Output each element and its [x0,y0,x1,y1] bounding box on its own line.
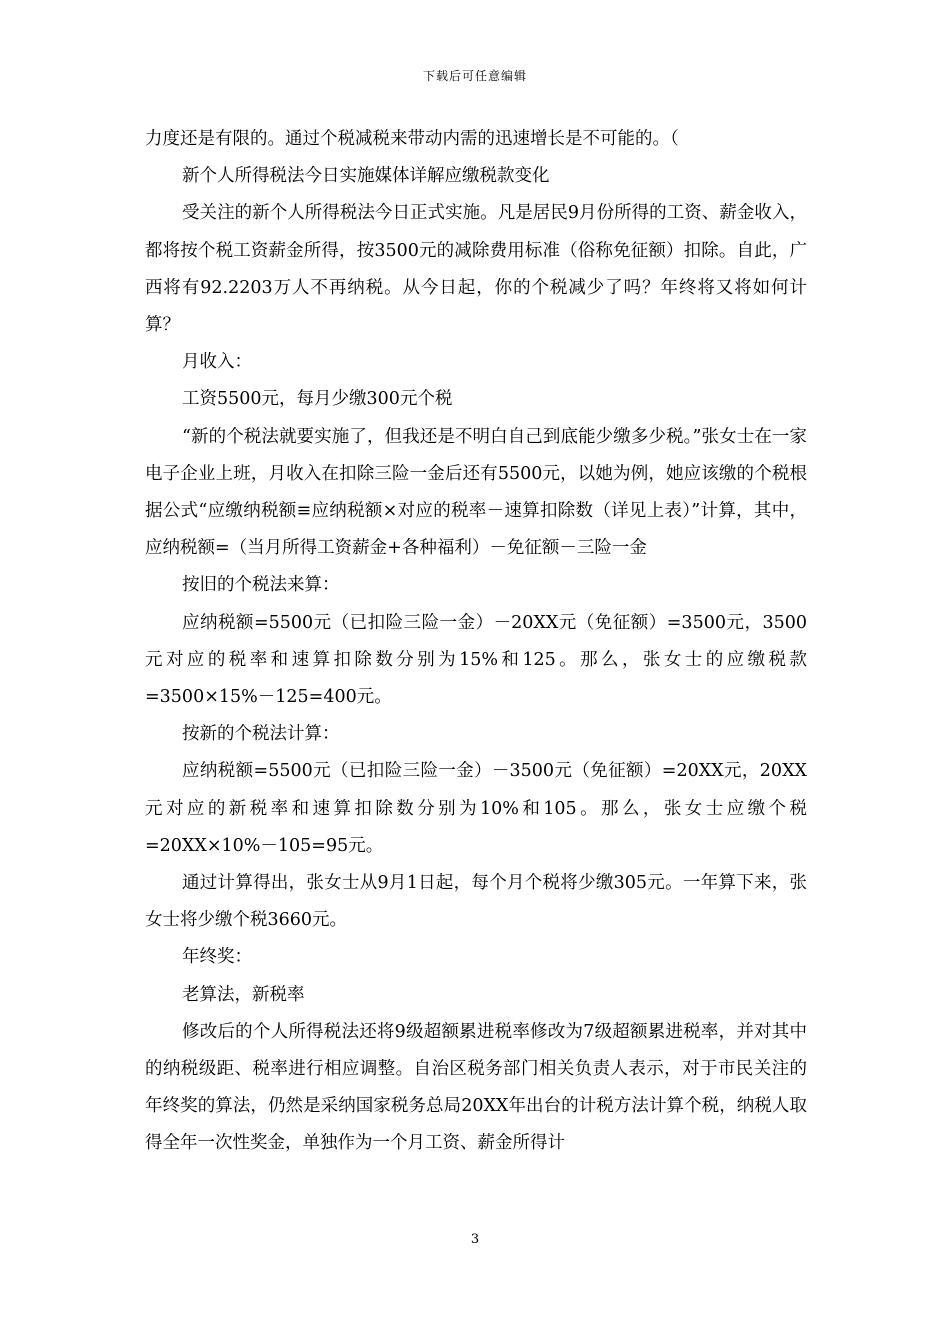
sub-heading: 按新的个税法计算： [182,724,340,745]
document-body [145,121,807,1163]
sub-heading: 按旧的个税法来算： [182,575,340,596]
paragraph: 受关注的新个人所得税法今日正式实施。凡是居民9月份所得的工资、薪金收入，都将按个税工资薪金所得，按3500元的减除费用标准（俗称免征额）扣除。自此，广西将有92.2203万人不再纳税。从今日起，你的个税减少了吗？年终将又将如何计算？ [145,203,807,336]
page-number: 3 [470,1232,480,1247]
paragraph: 应纳税额=5500元（已扣险三险一金）－3500元（免征额）=20XX元，20XX元对应的新税率和速算扣除数分别为10%和105。那么，张女士应缴个税=20XX×10%－105=95元。 [145,761,807,856]
sub-heading: 工资5500元，每月少缴300元个税 [182,389,453,410]
paragraph: “新的个税法就要实施了，但我还是不明白自己到底能少缴多少税。”张女士在一家电子企业上班，月收入在扣除三险一金后还有5500元，以她为例，她应该缴的个税根据公式“应缴纳税额≡应纳税额×对应的税率－速算扣除数（详见上表）”计算，其中，应纳税额=（当月所得工资薪金+各种福利）－免征额－三险一金 [145,426,807,559]
article-title: 新个人所得税法今日实施媒体详解应缴税款变化 [182,166,550,187]
paragraph: 修改后的个人所得税法还将9级超额累进税率修改为7级超额累进税率，并对其中的纳税级距、税率进行相应调整。自治区税务部门相关负责人表示，对于市民关注的年终奖的算法，仍然是采纳国家税务总局20XX年出台的计税方法计算个税，纳税人取得全年一次性奖金，单独作为一个月工资、薪金所得计 [145,1021,807,1154]
paragraph: 力度还是有限的。通过个税减税来带动内需的迅速增长是不可能的。（ [145,129,679,149]
sub-heading: 老算法，新税率 [182,984,305,1005]
section-heading: 年终奖： [182,947,252,968]
section-heading: 月收入： [182,352,252,373]
paragraph: 通过计算得出，张女士从9月1日起，每个月个税将少缴305元。一年算下来，张女士将少缴个税3660元。 [145,873,807,931]
page-header: 下载后可任意编辑 [422,69,527,83]
paragraph: 应纳税额=5500元（已扣险三险一金）－20XX元（免征额）=3500元，3500元对应的税率和速算扣除数分别为15%和125。那么，张女士的应缴税款=3500×15%－125=400元。 [145,612,807,708]
